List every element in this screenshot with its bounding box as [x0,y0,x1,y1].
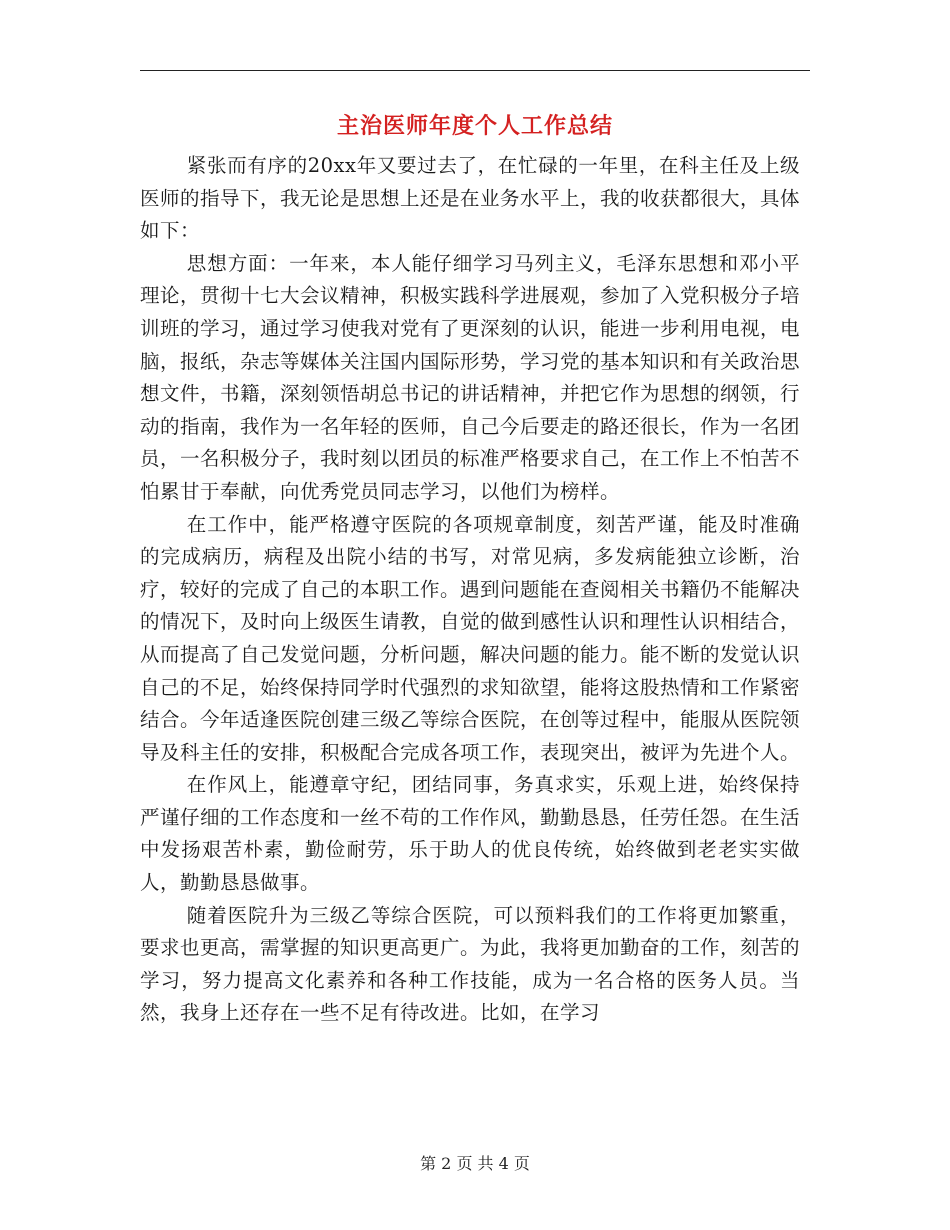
document-body [140,150,800,1030]
paragraph-work: 在工作中，能严格遵守医院的各项规章制度，刻苦严谨，能及时准确的完成病历，病程及出院小结的书写，对常见病，多发病能独立诊断，治疗，较好的完成了自己的本职工作。遇到问题能在查阅相关书籍仍不能解决的情况下，及时向上级医生请教，自觉的做到感性认识和理性认识相结合，从而提高了自己发觉问题，分析问题，解决问题的能力。能不断的发觉认识自己的不足，始终保持同学时代强烈的求知欲望，能将这股热情和工作紧密结合。今年适逢医院创建三级乙等综合医院，在创等过程中，能服从医院领导及科主任的安排，积极配合完成各项工作，表现突出，被评为先进个人。 [140,512,801,764]
header-rule [140,70,810,71]
paragraph-thought: 思想方面：一年来，本人能仔细学习马列主义，毛泽东思想和邓小平理论，贯彻十七大会议精神，积极实践科学进展观，参加了入党积极分子培训班的学习，通过学习使我对党有了更深刻的认识，能进一步利用电视，电脑，报纸，杂志等媒体关注国内国际形势，学习党的基本知识和有关政治思想文件，书籍，深刻领悟胡总书记的讲话精神，并把它作为思想的纲领，行动的指南，我作为一名年轻的医师，自己今后要走的路还很长，作为一名团员，一名积极分子，我时刻以团员的标准严格要求自己，在工作上不怕苦不怕累甘于奉献，向优秀党员同志学习，以他们为榜样。 [140,251,801,503]
paragraph-style: 在作风上，能遵章守纪，团结同事，务真求实，乐观上进，始终保持严谨仔细的工作态度和一丝不苟的工作作风，勤勤恳恳，任劳任怨。在生活中发扬艰苦朴素，勤俭耐劳，乐于助人的优良传统，始终做到老老实实做人，勤勤恳恳做事。 [140,773,801,895]
paragraph-outlook: 随着医院升为三级乙等综合医院，可以预料我们的工作将更加繁重，要求也更高，需掌握的知识更高更广。为此，我将更加勤奋的工作，刻苦的学习，努力提高文化素养和各种工作技能，成为一名合格的医务人员。当然，我身上还存在一些不足有待改进。比如，在学习 [140,903,801,1025]
page-number-footer: 第 2 页 共 4 页 [420,1154,530,1173]
paragraph-intro: 紧张而有序的20xx年又要过去了，在忙碌的一年里，在科主任及上级医师的指导下，我无论是思想上还是在业务水平上，我的收获都很大，具体如下： [140,154,801,243]
document-title: 主治医师年度个人工作总结 [336,113,613,139]
